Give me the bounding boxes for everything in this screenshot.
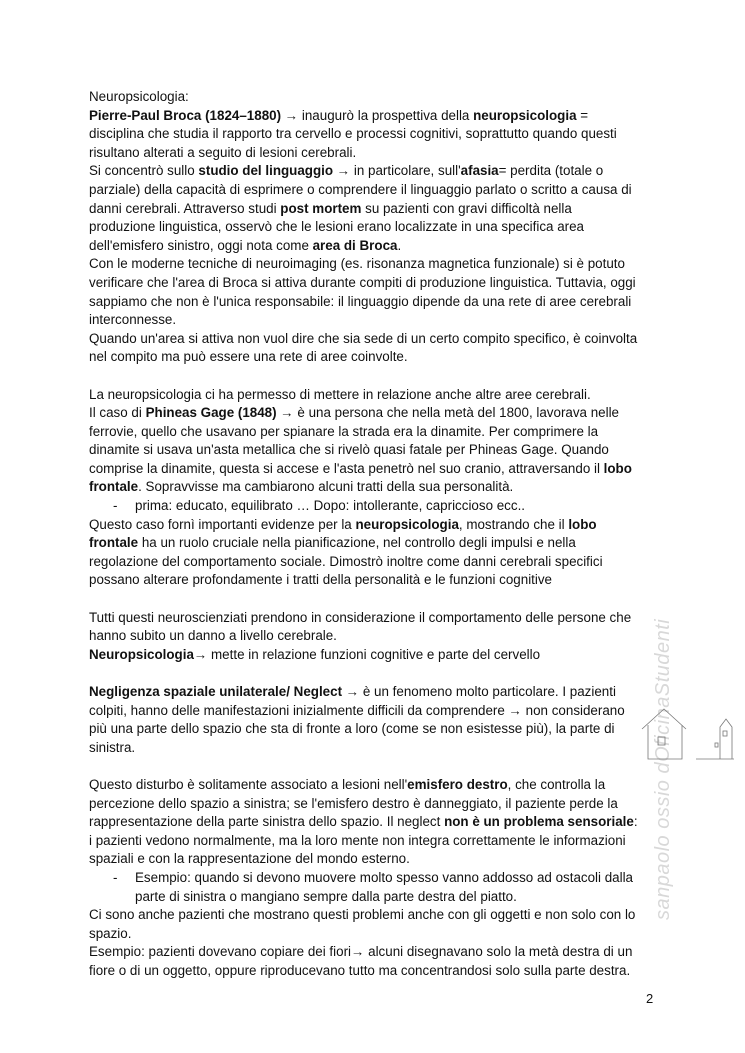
text-line [89,646,669,665]
bold-text: lobo [603,460,632,476]
paragraph-gap [89,757,669,776]
text-line [89,107,669,126]
text-run: . [397,237,402,253]
bullet-dash: - [113,498,118,514]
text-line [89,255,669,274]
text-run: spazio. [89,925,132,941]
text-line [89,739,669,758]
text-line [89,237,669,256]
text-run: Con le moderne tecniche di neuroimaging (es. risonanza magnetica funzionale) si è potuto [89,256,625,272]
text-run: Il caso di [89,405,146,421]
text-run: : [633,814,638,830]
text-line [89,330,669,349]
text-run: possano alterare profondamente i tratti della personalità e le funzioni cognitive [89,572,553,588]
text-run: . Sopravvisse ma cambiarono alcuni tratti della sua personalità. [138,479,514,495]
text-line [89,553,669,572]
text-run: sinistra. [89,739,136,755]
text-line [89,423,669,442]
text-line [89,460,669,479]
bold-text: studio del linguaggio [198,163,334,179]
text-run: → inaugurò la prospettiva della [281,107,474,123]
text-line [89,441,669,460]
text-run: Quando un'area si attiva non vuol dire che sia sede di un certo compito specifico, è coinvolta [89,330,638,346]
text-run: → è una persona che nella metà del 1800, lavorava nelle [276,405,620,421]
text-line [89,386,669,405]
text-line [89,125,669,144]
text-run: danni cerebrali. Attraverso studi [89,200,281,216]
text-run: dell'emisfero sinistro, oggi nota come [89,237,313,253]
text-run: Questo disturbo è solitamente associato a lesioni nell' [89,776,408,792]
bold-text: Phineas Gage (1848) [145,405,277,421]
bold-text: Pierre-Paul Broca (1824–1880) [89,107,282,123]
bold-text: frontale [89,479,139,495]
bold-text: Negligenza spaziale unilaterale/ Neglect [89,684,343,699]
paragraph-gap [89,367,669,386]
text-line [89,293,669,312]
text-run: = [576,107,589,123]
text-run: su pazienti con gravi difficoltà nella [361,200,572,216]
text-run: = perdita (totale o [498,163,604,179]
text-line [89,627,669,646]
text-run: → mette in relazione funzioni cognitive e parte del cervello [193,646,541,662]
house-logo-icon [638,703,738,770]
watermark: sanpaolo ossio dOficinaStudenti [652,618,674,920]
text-run: spaziali e con la rappresentazione del mondo esterno. [89,851,410,867]
text-line [89,404,669,423]
document-body [89,88,669,981]
text-run: nel compito ma può essere una rete di aree coinvolte. [89,349,408,365]
text-run: più una parte dello spazio che sta di fronte a loro (come se non esistesse più), la parte di [89,721,615,737]
text-line [89,200,669,219]
bullet-line [89,497,669,516]
text-run: Questo caso fornì importanti evidenze per la [89,516,356,532]
bold-text: lobo [568,516,597,532]
text-line [89,311,669,330]
text-line [89,906,669,925]
text-run: ha un ruolo cruciale nella pianificazione, nel controllo degli impulsi e nella [138,535,576,551]
text-run: verificare che l'area di Broca si attiva durante compiti di produzione linguistica. Tuttavia, oggi [89,274,636,290]
text-run: Ci sono anche pazienti che mostrano questi problemi anche con gli oggetti e non solo con lo [89,907,636,923]
text-line [89,609,669,628]
text-line [89,144,669,163]
bold-text: frontale [89,535,139,551]
text-line [89,850,669,869]
bold-text: emisfero destro [407,776,508,792]
bold-text: post mortem [280,200,362,216]
text-line [89,925,669,944]
text-run: regolazione del comportamento sociale. Dimostrò inoltre come danni cerebrali specifici [89,553,603,569]
text-run: colpiti, hanno delle manifestazioni inizialmente difficili da comprendere → non considerano [89,702,625,718]
text-line [89,348,669,367]
text-line [89,702,669,721]
text-run: → in particolare, sull' [333,163,461,179]
paragraph-gap [89,664,669,683]
text-line [89,720,669,739]
text-run: hanno subito un danno a livello cerebrale. [89,628,337,644]
text-line [89,962,669,981]
text-line [89,832,669,851]
text-line [89,795,669,814]
bold-text: neuropsicologia [473,107,577,123]
text-line [89,162,669,181]
text-line [89,683,669,702]
text-run: ferrovie, quello che usavano per spianare la strada era la dinamite. Per comprimere la [89,423,599,439]
text-line [89,813,669,832]
text-run: Tutti questi neuroscienziati prendono in considerazione il comportamento delle persone che [89,609,632,625]
text-run: percezione dello spazio a sinistra; se l'emisfero destro è danneggiato, il paziente perde la [89,795,618,811]
text-run: disciplina che studia il rapporto tra cervello e processi cognitivi, soprattutto quando questi [89,126,617,142]
text-run: La neuropsicologia ci ha permesso di mettere in relazione anche altre aree cerebrali. [89,386,591,402]
text-run: parte di sinistra o mangiano sempre dalla parte destra del piatto. [135,888,517,904]
text-run: interconnesse. [89,312,177,328]
bold-text: area di Broca [312,237,398,253]
text-run: Neuropsicologia: [89,89,189,104]
text-line [89,776,669,795]
text-line [89,181,669,200]
text-run: Si concentrò sullo [89,163,199,179]
text-line [89,888,669,907]
bold-text: neuropsicologia [355,516,459,532]
paragraph-gap [89,590,669,609]
text-run: Esempio: pazienti dovevano copiare dei fiori→ alcuni disegnavano solo la metà destra di un [89,944,633,960]
text-run: , che controlla la [507,776,606,792]
text-run: fiore o di un oggetto, oppure riproducevano tutto ma concentrandosi solo sulla parte destra. [89,962,631,978]
text-run: dinamite si usava un'asta metallica che si rivelò quasi fatale per Phineas Gage. Quando [89,442,609,458]
text-run: risultano alterati a seguito di lesioni cerebrali. [89,144,357,160]
page-number: 2 [646,991,654,1006]
bold-text: afasia [460,163,499,179]
text-run: , mostrando che il [458,516,569,532]
text-run: produzione linguistica, osservò che le lesioni erano localizzate in una specifica area [89,219,584,235]
text-line [89,943,669,962]
text-line [89,571,669,590]
text-run: comprise la dinamite, questa si accese e l'asta penetrò nel suo cranio, attraversando il [89,460,604,476]
bold-text: non è un problema sensoriale [444,814,634,830]
text-run: prima: educato, equilibrato … Dopo: intollerante, capriccioso ecc.. [135,498,526,514]
text-run: i pazienti vedono normalmente, ma la loro mente non integra correttamente le informazioni [89,832,626,848]
text-line [89,516,669,535]
text-run: → è un fenomeno molto particolare. I pazienti [342,684,616,699]
text-line [89,534,669,553]
text-run: rappresentazione della parte sinistra dello spazio. Il neglect [89,814,445,830]
bullet-line [89,869,669,888]
text-run: sappiamo che non è l'unica responsabile: il linguaggio dipende da una rete di aree cerebrali [89,293,632,309]
text-line [89,88,669,107]
text-line [89,218,669,237]
text-line [89,478,669,497]
bold-text: Neuropsicologia [89,646,194,662]
text-line [89,274,669,293]
text-run: Esempio: quando si devono muovere molto spesso vanno addosso ad ostacoli dalla [135,869,633,885]
bullet-dash: - [113,869,118,885]
text-run: parziale) della capacità di esprimere o comprendere il linguaggio parlato o scritto a causa di [89,181,632,197]
